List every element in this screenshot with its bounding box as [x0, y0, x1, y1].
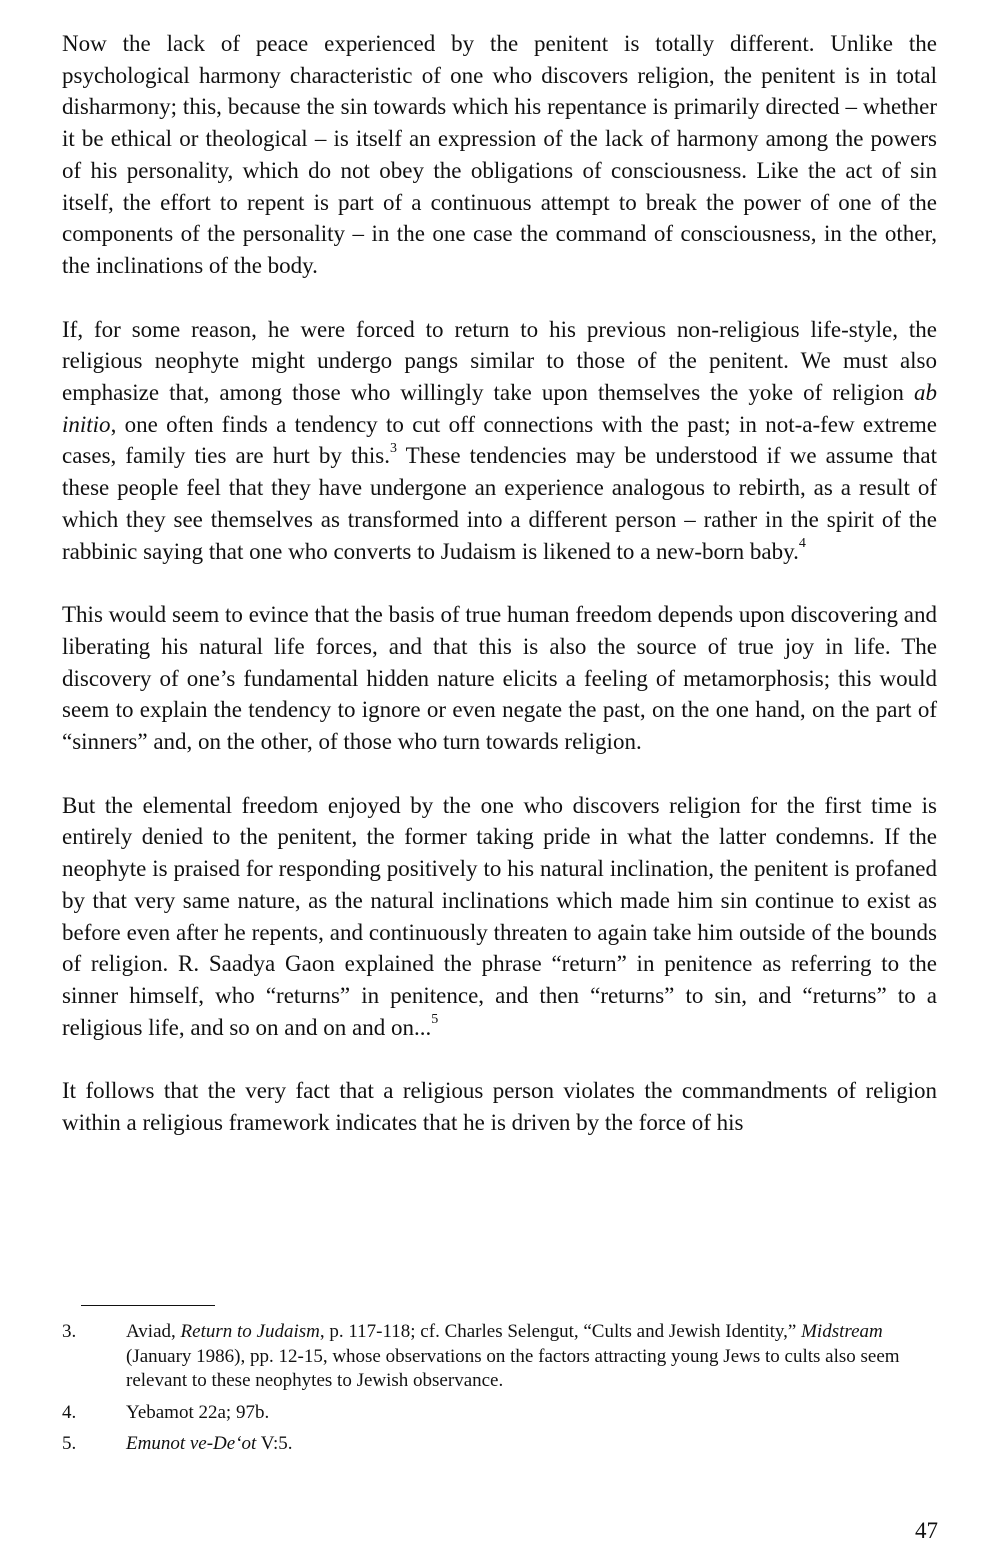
text-run: Yebamot 22a; 97b. — [126, 1401, 270, 1423]
footnote-ref-4[interactable]: 4 — [798, 535, 806, 551]
paragraph-4 — [62, 790, 937, 1044]
book-title: Return to Judaism — [180, 1321, 320, 1342]
footnote-text — [126, 1432, 942, 1457]
text-run: This would seem to evince that the basis of true human freedom depends upon discovering and liberating his natural life forces, and that this is also the source of true joy in life. The discovery of one’s fundamental hidden nature elicits a feeling of metamorphosis; this would seem to explain the tendency to ignore or even negate the past, on the one hand, on the part of “sinners” and, on the other, of those who turn towards religion. — [62, 602, 937, 755]
footnote-4 — [62, 1401, 942, 1426]
footnote-number: 5. — [62, 1433, 77, 1454]
paragraph-1 — [62, 28, 937, 282]
book-title: Emunot ve-De‘ot — [126, 1433, 257, 1454]
paragraph-2 — [62, 314, 937, 568]
text-run: V:5. — [256, 1433, 293, 1454]
journal-title: Midstream — [801, 1321, 883, 1342]
text-run: Now the lack of peace experienced by the penitent is totally different. Unlike the psychological harmony characteristic of one who discovers religion, the penitent is in total disharmony; this, because the sin towards which his repentance is primarily directed – whether it be ethical or theological – is itself an expression of the lack of harmony among the powers of his personality, which do not obey the obligations of consciousness. Like the act of sin itself, the effort to repent is part of a continuous attempt to break the power of one of the components of the personality – in the one case the command of consciousness, in the other, the inclinations of the body. — [62, 31, 937, 278]
footnote-ref-5[interactable]: 5 — [431, 1012, 439, 1028]
page-number: 47 — [915, 1518, 938, 1543]
footnote-text — [126, 1401, 942, 1426]
footnote-number: 3. — [62, 1321, 77, 1342]
text-run: If, for some reason, he were forced to return to his previous non-religious life-style, the religious neophyte might undergo pangs similar to those of the penitent. We must also emphasize that, among those who willingly take upon themselves the yoke of religion — [62, 316, 937, 406]
italic-phrase: ab initio — [62, 380, 937, 437]
main-text — [62, 28, 937, 1171]
paragraph-3 — [62, 599, 937, 758]
text-run: , p. 117-118; cf. Charles Selengut, “Cults and Jewish Identity,” — [319, 1321, 802, 1342]
text-run: , one often finds a tendency to cut off connections with the past; in not-a-few extreme cases, family ties are hurt by this. — [62, 411, 937, 469]
text-run: But the elemental freedom enjoyed by the one who discovers religion for the first time is entirely denied to the penitent, the former taking pride in what the latter condemns. If the neophyte is praised for responding positively to his natural inclination, the penitent is profaned by that very same nature, as the natural inclinations which made him sin continue to exist as before even after he repents, and continuously threaten to again take him outside of the bounds of religion. R. Saadya Gaon explained the phrase “return” in penitence as referring to the sinner himself, who “returns” in penitence, and then “returns” to sin, and “returns” to a religious life, and so on and on and on... — [62, 792, 937, 1040]
footnotes — [62, 1320, 942, 1464]
footnote-3 — [62, 1320, 942, 1394]
footnote-5 — [62, 1432, 942, 1457]
footnote-number: 4. — [62, 1401, 77, 1423]
text-run: These tendencies may be understood if we assume that these people feel that they have undergone an experience analogous to rebirth, as a result of which they see themselves as transformed into a different person – rather in the spirit of the rabbinic saying that one who converts to Judaism is likened to a new-born baby. — [62, 443, 937, 564]
text-run: (January 1986), pp. 12-15, whose observations on the factors attracting young Jews to cults also seem relevant to these neophytes to Jewish observance. — [126, 1345, 900, 1391]
footnote-text — [126, 1320, 942, 1394]
text-run: Aviad, — [126, 1321, 181, 1342]
footnote-separator — [81, 1305, 215, 1306]
footnote-ref-3[interactable]: 3 — [389, 440, 397, 456]
text-run: It follows that the very fact that a religious person violates the commandments of religion within a religious framework indicates that he is driven by the force of his — [62, 1078, 937, 1136]
paragraph-5 — [62, 1075, 937, 1138]
